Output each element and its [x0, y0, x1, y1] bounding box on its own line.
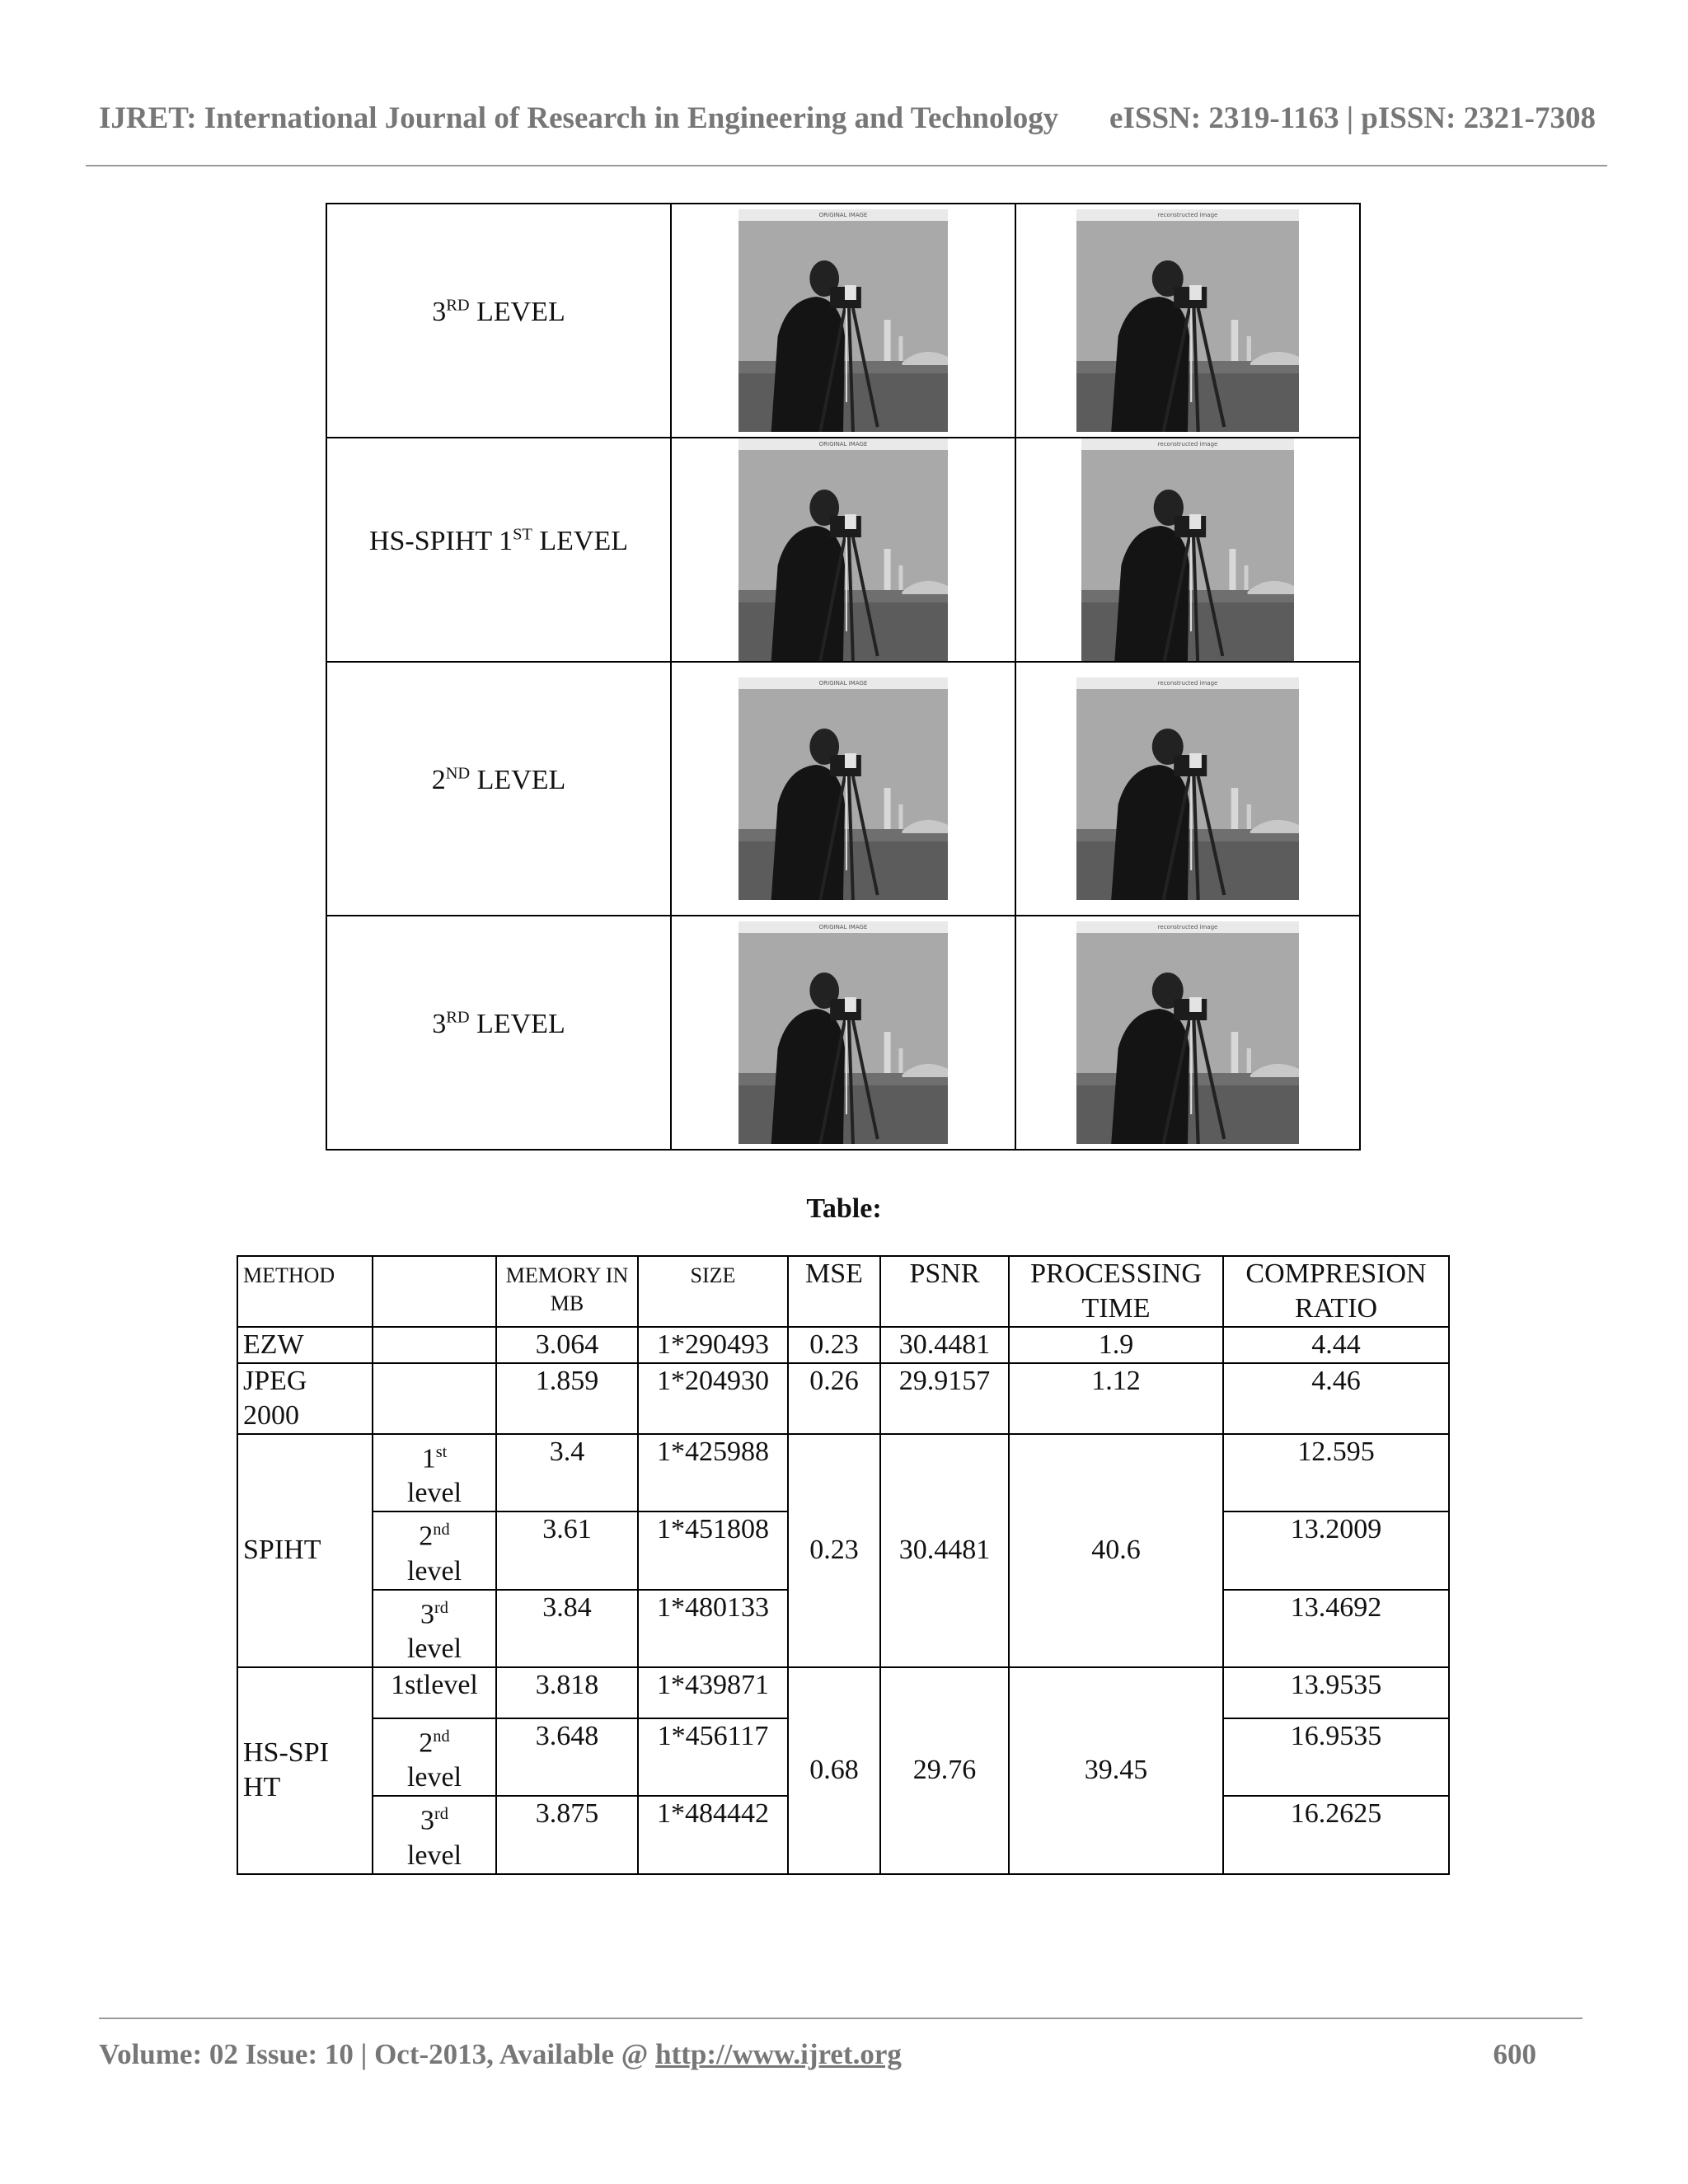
mse-cell: 0.26	[788, 1363, 880, 1434]
ratio-cell: 12.595	[1223, 1434, 1449, 1511]
level-label-cell: 3RD LEVEL	[326, 916, 671, 1150]
image-row	[326, 662, 1360, 916]
level-label-cell: 3RD LEVEL	[326, 204, 671, 438]
original-image-cell	[671, 662, 1015, 916]
reconstructed-image: reconstructed image	[1076, 921, 1299, 1144]
size-cell: 1*480133	[638, 1590, 788, 1667]
time-cell: 1.12	[1009, 1363, 1223, 1434]
original-image: ORIGINAL IMAGE	[738, 209, 948, 432]
table-header-row	[237, 1256, 1449, 1327]
photo-graphic	[738, 689, 948, 900]
size-cell: 1*425988	[638, 1434, 788, 1511]
photo-graphic	[1081, 450, 1294, 661]
header-blank	[373, 1256, 496, 1327]
header-memory: MEMORY IN MB	[496, 1256, 638, 1327]
image-row	[326, 204, 1360, 438]
original-image-cell	[671, 916, 1015, 1150]
memory-cell: 1.859	[496, 1363, 638, 1434]
reconstructed-image-cell	[1015, 204, 1360, 438]
level-cell: 3rd level	[373, 1590, 496, 1667]
size-cell: 1*204930	[638, 1363, 788, 1434]
memory-cell: 3.818	[496, 1667, 638, 1718]
memory-cell: 3.61	[496, 1511, 638, 1589]
memory-cell: 3.064	[496, 1327, 638, 1363]
footer-divider	[99, 2018, 1582, 2019]
page-number: 600	[1493, 2038, 1536, 2070]
header-method: METHOD	[237, 1256, 373, 1327]
header-size: SIZE	[638, 1256, 788, 1327]
memory-cell: 3.875	[496, 1796, 638, 1873]
header-psnr: PSNR	[880, 1256, 1009, 1327]
ratio-cell: 13.2009	[1223, 1511, 1449, 1589]
method-cell: HS-SPIHT	[237, 1667, 373, 1874]
mse-cell: 0.68	[788, 1667, 880, 1874]
image-row	[326, 916, 1360, 1150]
page-header	[99, 92, 1596, 142]
original-image: ORIGINAL IMAGE	[738, 438, 948, 661]
memory-cell: 3.648	[496, 1718, 638, 1796]
results-table	[237, 1255, 1450, 1875]
level-cell	[373, 1363, 496, 1434]
psnr-cell: 29.76	[880, 1667, 1009, 1874]
volume-info: Volume: 02 Issue: 10 | Oct-2013, Available @ http://www.ijret.org	[99, 2038, 902, 2070]
ratio-cell: 16.9535	[1223, 1718, 1449, 1796]
photo-graphic	[738, 933, 948, 1144]
original-image: ORIGINAL IMAGE	[738, 677, 948, 900]
reconstructed-image: reconstructed image	[1076, 209, 1299, 432]
table-row	[237, 1667, 1449, 1718]
reconstructed-image: reconstructed image	[1076, 677, 1299, 900]
original-image-cell	[671, 438, 1015, 662]
reconstructed-image-cell	[1015, 916, 1360, 1150]
psnr-cell: 29.9157	[880, 1363, 1009, 1434]
size-cell: 1*456117	[638, 1718, 788, 1796]
journal-title: IJRET: International Journal of Research in Engineering and Technology	[99, 101, 1059, 135]
level-label-cell: HS-SPIHT 1ST LEVEL	[326, 438, 671, 662]
psnr-cell: 30.4481	[880, 1327, 1009, 1363]
size-cell: 1*290493	[638, 1327, 788, 1363]
original-image: ORIGINAL IMAGE	[738, 921, 948, 1144]
table-row	[237, 1434, 1449, 1511]
header-mse: MSE	[788, 1256, 880, 1327]
size-cell: 1*439871	[638, 1667, 788, 1718]
reconstructed-image-cell	[1015, 438, 1360, 662]
memory-cell: 3.4	[496, 1434, 638, 1511]
method-cell: EZW	[237, 1327, 373, 1363]
image-comparison-table	[326, 203, 1361, 1151]
photo-graphic	[1076, 221, 1299, 432]
level-cell: 1st level	[373, 1434, 496, 1511]
mse-cell: 0.23	[788, 1434, 880, 1667]
ratio-cell: 4.44	[1223, 1327, 1449, 1363]
photo-graphic	[738, 221, 948, 432]
photo-graphic	[1076, 933, 1299, 1144]
level-cell: 3rd level	[373, 1796, 496, 1873]
photo-graphic	[738, 450, 948, 661]
reconstructed-image-cell	[1015, 662, 1360, 916]
size-cell: 1*484442	[638, 1796, 788, 1873]
header-compression-ratio: COMPRESION RATIO	[1223, 1256, 1449, 1327]
method-cell: SPIHT	[237, 1434, 373, 1667]
method-cell: JPEG 2000	[237, 1363, 373, 1434]
level-cell	[373, 1327, 496, 1363]
photo-graphic	[1076, 689, 1299, 900]
level-cell: 2nd level	[373, 1718, 496, 1796]
image-row	[326, 438, 1360, 662]
level-cell: 1stlevel	[373, 1667, 496, 1718]
mse-cell: 0.23	[788, 1327, 880, 1363]
header-processing-time: PROCESSING TIME	[1009, 1256, 1223, 1327]
original-image-cell	[671, 204, 1015, 438]
header-divider	[86, 165, 1607, 166]
time-cell: 40.6	[1009, 1434, 1223, 1667]
table-caption: Table:	[806, 1193, 882, 1224]
time-cell: 1.9	[1009, 1327, 1223, 1363]
time-cell: 39.45	[1009, 1667, 1223, 1874]
journal-link[interactable]: http://www.ijret.org	[655, 2038, 902, 2070]
level-label-cell: 2ND LEVEL	[326, 662, 671, 916]
reconstructed-image: reconstructed image	[1081, 438, 1294, 661]
ratio-cell: 13.9535	[1223, 1667, 1449, 1718]
table-row	[237, 1363, 1449, 1434]
level-cell: 2nd level	[373, 1511, 496, 1589]
table-row	[237, 1327, 1449, 1363]
ratio-cell: 13.4692	[1223, 1590, 1449, 1667]
ratio-cell: 4.46	[1223, 1363, 1449, 1434]
ratio-cell: 16.2625	[1223, 1796, 1449, 1873]
psnr-cell: 30.4481	[880, 1434, 1009, 1667]
issn-info: eISSN: 2319-1163 | pISSN: 2321-7308	[1109, 101, 1596, 135]
memory-cell: 3.84	[496, 1590, 638, 1667]
size-cell: 1*451808	[638, 1511, 788, 1589]
